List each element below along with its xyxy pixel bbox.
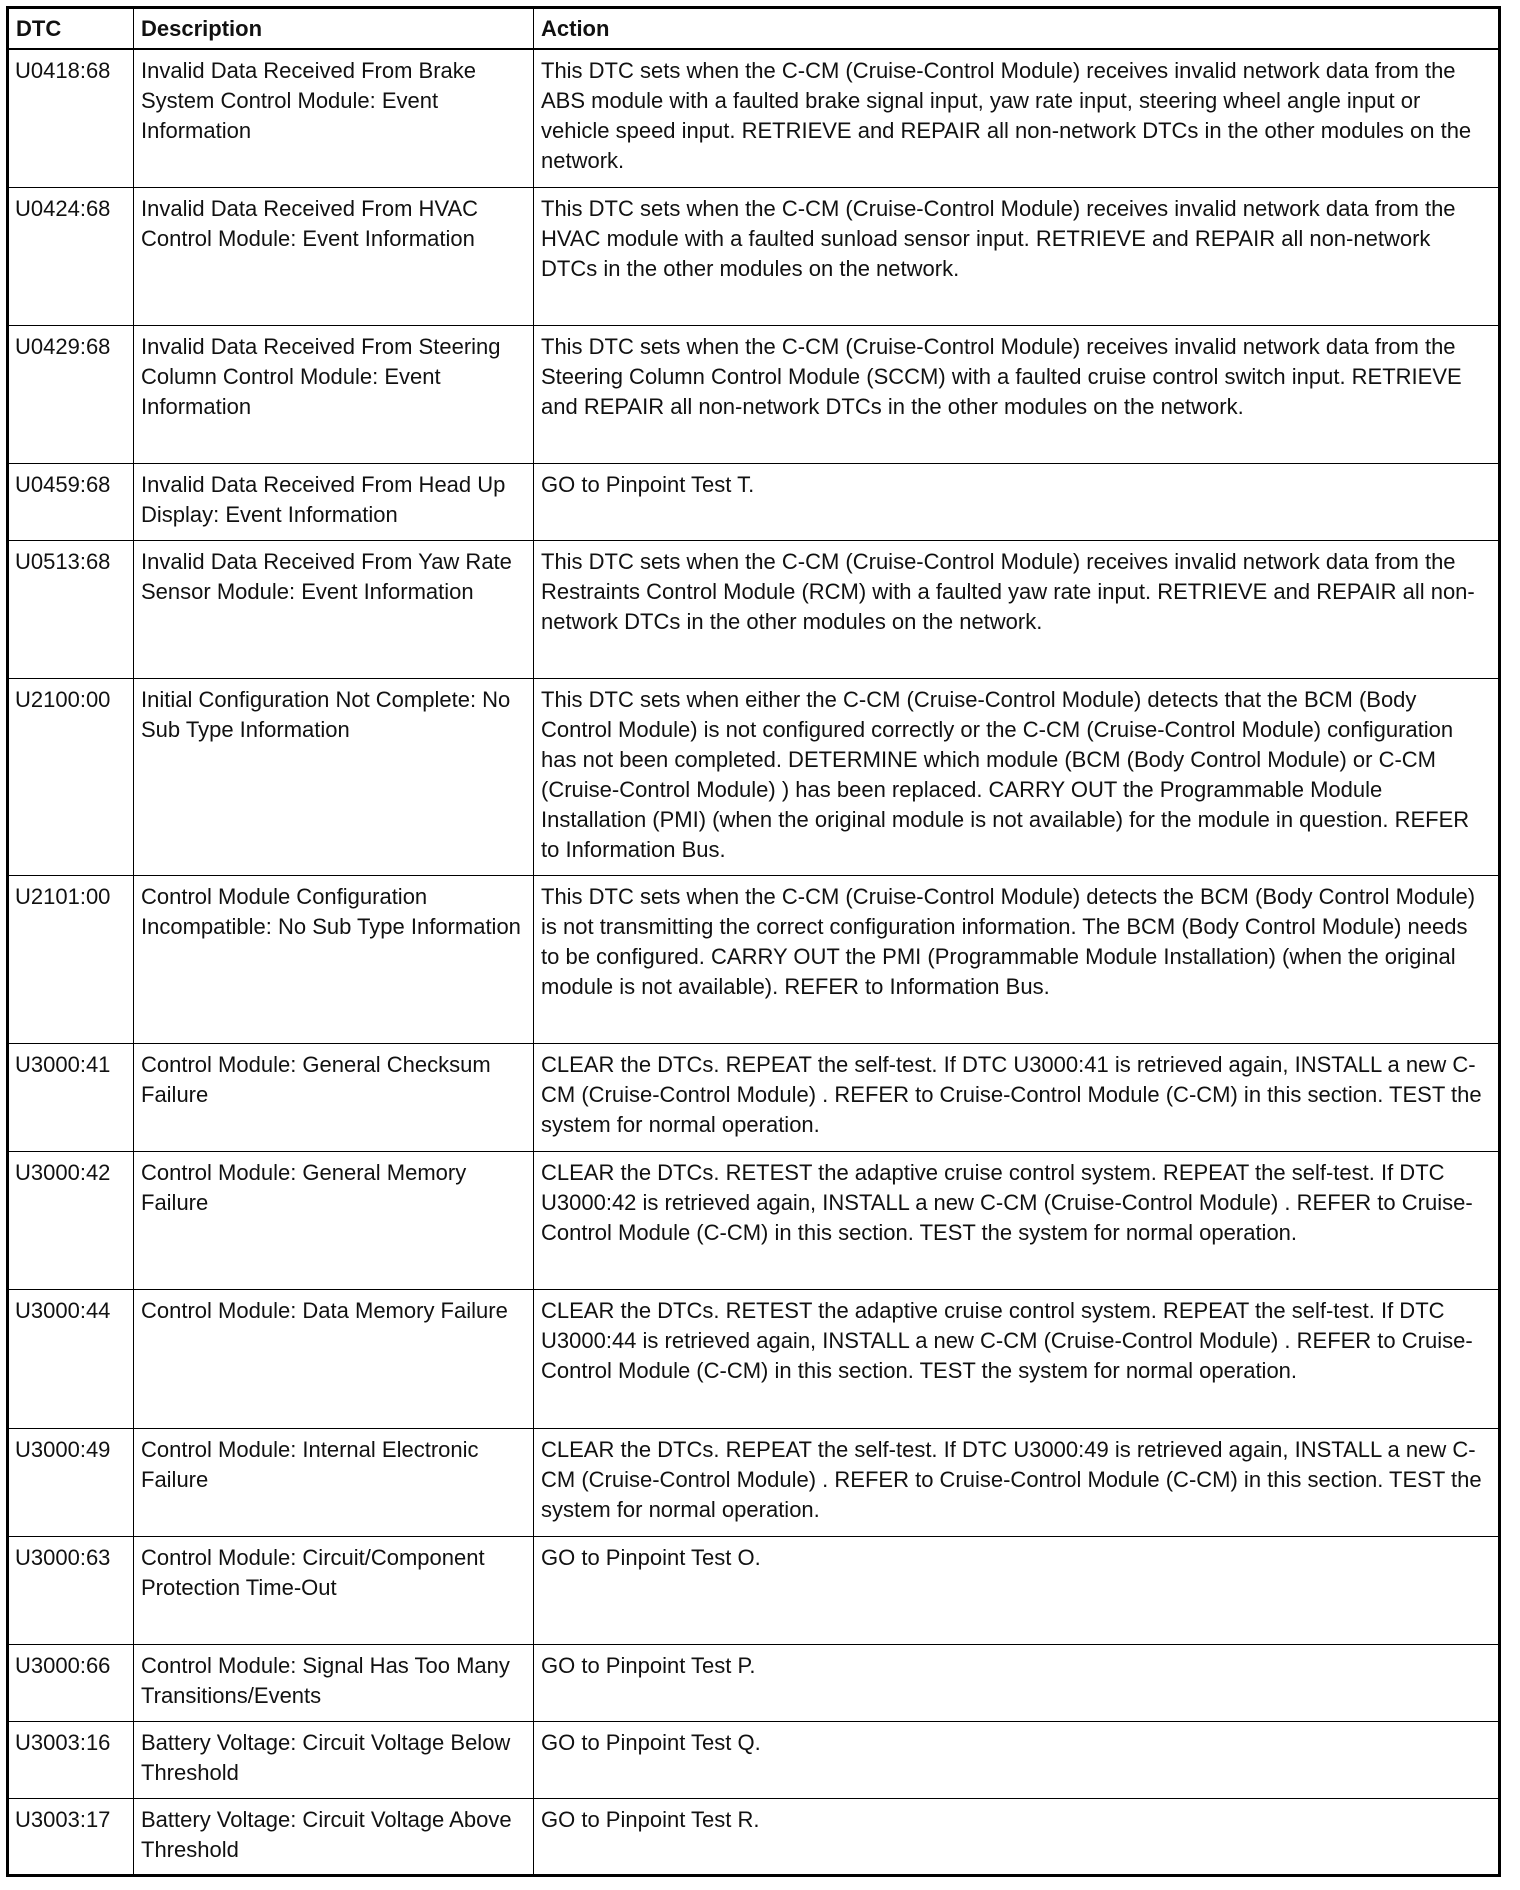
dtc-table xyxy=(6,6,1501,1877)
table-header-row xyxy=(8,8,1500,50)
dtc-description: Control Module Configuration Incompatible: No Sub Type Information xyxy=(134,876,534,1044)
table-row xyxy=(8,49,1500,187)
dtc-code: U0459:68 xyxy=(8,463,134,540)
dtc-action: GO to Pinpoint Test O. xyxy=(534,1536,1500,1644)
header-dtc: DTC xyxy=(8,8,134,50)
dtc-code: U3000:63 xyxy=(8,1536,134,1644)
dtc-description: Battery Voltage: Circuit Voltage Above Threshold xyxy=(134,1798,534,1875)
table-row xyxy=(8,540,1500,678)
dtc-code: U3000:44 xyxy=(8,1290,134,1428)
table-row xyxy=(8,1798,1500,1875)
dtc-action: CLEAR the DTCs. RETEST the adaptive cruise control system. REPEAT the self-test. If DTC U3000:44 is retrieved again, INSTALL a new C-CM (Cruise-Control Module) . REFER to Cruise-Control Module (C-CM) in this section. TEST the system for normal operation. xyxy=(534,1290,1500,1428)
table-row xyxy=(8,187,1500,325)
dtc-code: U3003:17 xyxy=(8,1798,134,1875)
table-row xyxy=(8,1428,1500,1536)
dtc-description: Battery Voltage: Circuit Voltage Below Threshold xyxy=(134,1721,534,1798)
table-row xyxy=(8,679,1500,876)
dtc-action: This DTC sets when the C-CM (Cruise-Control Module) receives invalid network data from the ABS module with a faulted brake signal input, yaw rate input, steering wheel angle input or vehicle speed input. RETRIEVE and REPAIR all non-network DTCs in the other modules on the network. xyxy=(534,49,1500,187)
dtc-description: Invalid Data Received From Steering Column Control Module: Event Information xyxy=(134,325,534,463)
dtc-action: CLEAR the DTCs. RETEST the adaptive cruise control system. REPEAT the self-test. If DTC U3000:42 is retrieved again, INSTALL a new C-CM (Cruise-Control Module) . REFER to Cruise-Control Module (C-CM) in this section. TEST the system for normal operation. xyxy=(534,1152,1500,1290)
dtc-description: Invalid Data Received From Yaw Rate Sensor Module: Event Information xyxy=(134,540,534,678)
dtc-action: This DTC sets when the C-CM (Cruise-Control Module) detects the BCM (Body Control Module) is not transmitting the correct configuration information. The BCM (Body Control Module) needs to be configured. CARRY OUT the PMI (Programmable Module Installation) (when the original module is not available). REFER to Information Bus. xyxy=(534,876,1500,1044)
dtc-action: This DTC sets when the C-CM (Cruise-Control Module) receives invalid network data from the Restraints Control Module (RCM) with a faulted yaw rate input. RETRIEVE and REPAIR all non-network DTCs in the other modules on the network. xyxy=(534,540,1500,678)
table-row xyxy=(8,1290,1500,1428)
header-action: Action xyxy=(534,8,1500,50)
table-row xyxy=(8,876,1500,1044)
dtc-action: GO to Pinpoint Test Q. xyxy=(534,1721,1500,1798)
dtc-action: GO to Pinpoint Test T. xyxy=(534,463,1500,540)
dtc-action: This DTC sets when the C-CM (Cruise-Control Module) receives invalid network data from the HVAC module with a faulted sunload sensor input. RETRIEVE and REPAIR all non-network DTCs in the other modules on the network. xyxy=(534,187,1500,325)
dtc-action: GO to Pinpoint Test P. xyxy=(534,1644,1500,1721)
table-row xyxy=(8,1644,1500,1721)
dtc-action: CLEAR the DTCs. REPEAT the self-test. If DTC U3000:41 is retrieved again, INSTALL a new C-CM (Cruise-Control Module) . REFER to Cruise-Control Module (C-CM) in this section. TEST the system for normal operation. xyxy=(534,1044,1500,1152)
table-row xyxy=(8,463,1500,540)
table-row xyxy=(8,1044,1500,1152)
table-row xyxy=(8,1536,1500,1644)
dtc-description: Control Module: Signal Has Too Many Transitions/Events xyxy=(134,1644,534,1721)
dtc-description: Control Module: Data Memory Failure xyxy=(134,1290,534,1428)
dtc-description: Control Module: Internal Electronic Failure xyxy=(134,1428,534,1536)
dtc-description: Control Module: General Memory Failure xyxy=(134,1152,534,1290)
dtc-action: This DTC sets when either the C-CM (Cruise-Control Module) detects that the BCM (Body Control Module) is not configured correctly or the C-CM (Cruise-Control Module) configuration has not been completed. DETERMINE which module (BCM (Body Control Module) or C-CM (Cruise-Control Module) ) has been replaced. CARRY OUT the Programmable Module Installation (PMI) (when the original module is not available) for the module in question. REFER to Information Bus. xyxy=(534,679,1500,876)
dtc-description: Invalid Data Received From Head Up Display: Event Information xyxy=(134,463,534,540)
dtc-description: Control Module: Circuit/Component Protection Time-Out xyxy=(134,1536,534,1644)
header-description: Description xyxy=(134,8,534,50)
dtc-code: U0429:68 xyxy=(8,325,134,463)
dtc-action: This DTC sets when the C-CM (Cruise-Control Module) receives invalid network data from the Steering Column Control Module (SCCM) with a faulted cruise control switch input. RETRIEVE and REPAIR all non-network DTCs in the other modules on the network. xyxy=(534,325,1500,463)
dtc-code: U3000:66 xyxy=(8,1644,134,1721)
dtc-code: U3003:16 xyxy=(8,1721,134,1798)
dtc-code: U0418:68 xyxy=(8,49,134,187)
table-row xyxy=(8,1721,1500,1798)
dtc-code: U2101:00 xyxy=(8,876,134,1044)
table-row xyxy=(8,1152,1500,1290)
dtc-description: Control Module: General Checksum Failure xyxy=(134,1044,534,1152)
dtc-code: U3000:41 xyxy=(8,1044,134,1152)
dtc-action: CLEAR the DTCs. REPEAT the self-test. If DTC U3000:49 is retrieved again, INSTALL a new C-CM (Cruise-Control Module) . REFER to Cruise-Control Module (C-CM) in this section. TEST the system for normal operation. xyxy=(534,1428,1500,1536)
dtc-description: Initial Configuration Not Complete: No Sub Type Information xyxy=(134,679,534,876)
dtc-description: Invalid Data Received From HVAC Control Module: Event Information xyxy=(134,187,534,325)
dtc-code: U0424:68 xyxy=(8,187,134,325)
table-row xyxy=(8,325,1500,463)
dtc-description: Invalid Data Received From Brake System Control Module: Event Information xyxy=(134,49,534,187)
dtc-table-page xyxy=(6,6,1501,1877)
dtc-action: GO to Pinpoint Test R. xyxy=(534,1798,1500,1875)
dtc-code: U3000:49 xyxy=(8,1428,134,1536)
dtc-code: U0513:68 xyxy=(8,540,134,678)
dtc-code: U3000:42 xyxy=(8,1152,134,1290)
dtc-code: U2100:00 xyxy=(8,679,134,876)
